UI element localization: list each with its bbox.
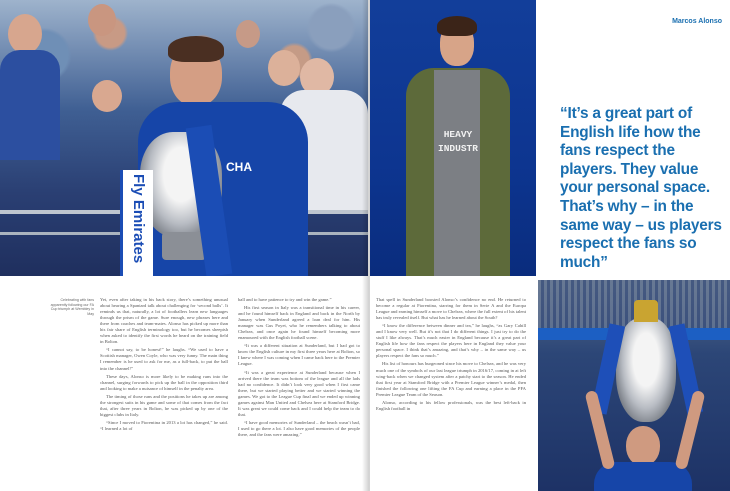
arm-right: [675, 390, 706, 471]
jersey-sponsor: CHA: [226, 160, 252, 174]
premier-league-trophy: [616, 318, 676, 422]
crowd-fan-5: [236, 20, 260, 48]
portrait-hair: [437, 16, 477, 36]
trophy-lift-photo: [538, 280, 730, 491]
col3-paragraph: “I know the difference between dinner and tea,” he laughs, “as Gary Cahill and I know very well. But it’s not that I do different things. I just try to do the stuff I like always. That’s much easier in England because it’s a great part of English life how the fans respect the players here in England they value your personal space. I think that’s amazing, and that’s why – in the same way – us players respect the fans so much.”: [376, 323, 526, 359]
col3-paragraph: That spell in Sunderland boosted Alonso’s confidence no end. He returned to become a regular at Fiorentina, starring for them in Serie A and the Europa League and earning himself a move to Chelsea, where the full extent of his talent has truly revealed itself. But what has he learned about the South?: [376, 297, 526, 321]
portrait-tshirt: [434, 70, 480, 276]
header-player-name: Marcos Alonso: [672, 18, 722, 25]
player-hair: [168, 36, 224, 62]
crowd-body-left: [0, 50, 60, 160]
trophy-crown: [634, 300, 658, 322]
col1-paragraph: “Since I moved to Fiorentina in 2013 a lot has changed,” he said. “I learned a lot of: [100, 419, 228, 431]
article-column-3: [376, 297, 526, 491]
fly-emirates-banner: [120, 170, 153, 276]
crowd-fan-3: [268, 50, 300, 86]
col2-paragraph: ball and to have patience to try and win the game.”: [238, 297, 332, 302]
col3-paragraph: Alonso, according to his fellow professionals, was the best left-back in English football in: [376, 399, 526, 411]
trophy-base: [162, 232, 206, 260]
tshirt-print: HEAVY INDUSTR: [438, 129, 478, 154]
article-column-2: [238, 297, 360, 491]
col2-paragraph: “It was a different situation at Sunderland, but I had got to know the English culture in my first three years here at Bolton, so I knew where I was coming when I came back here to the Premier League.: [238, 343, 360, 367]
col2-paragraph: “I have good memories of Sunderland – the beach wasn’t bad, I used to go there a lot. I also have good memories of the people there, and the fans were amazing.”: [238, 419, 360, 437]
col1-paragraph: The timing of those runs and the positions he takes up are among the strongest suits in his game and some of that comes from the fact that, after three years in Bolton, he was picked up by one of the biggest clubs in Italy.: [100, 393, 228, 417]
crowd-fan-2: [88, 4, 116, 36]
portrait-photo: [370, 0, 536, 276]
col2-paragraph: His first season in Italy was a transitional time in his career, and he found himself back in England and back in the North by January when Sunderland agreed a loan deal for him. His manager was Gus Poyet, who he remembers talking to about Chelsea, and once again he found himself becoming more enamoured with the English football scene.: [238, 305, 360, 341]
right-page: [370, 0, 730, 491]
photo-caption: Celebrating with fans apparently following our FA Cup triumph at Wembley in May: [50, 298, 94, 316]
celebration-photo: [0, 0, 368, 276]
col1-paragraph: These days, Alonso is more likely to be making runs into the channel, surging forwards to pick up the ball in the opposition third and looking to make a nuisance of himself in the penalty area.: [100, 373, 228, 391]
col1-paragraph: Yet, even after taking in his back story, there’s something unusual about hearing a Spaniard talk about challenging for ‘second balls’. It reminds us that, naturally, a lot of footballers learn new languages through the prism of the game. Sure enough, new phrases here and there from coaches and team-mates. Alonso has picked up more than his fair share of English terminology too, but he becomes sheepish when asked to identify the first words he heard on the training field in Bolton.: [100, 297, 228, 345]
pull-quote: “It’s a great part of English life how the fans respect the players. They value your personal space. That’s why – in the same way – us players respect the fans so much”: [560, 105, 722, 271]
banner-text: Fly Emirates: [130, 174, 147, 264]
col2-paragraph: “It was a great experience at Sunderland because when I arrived there the team was bottom of the league and all the lads had no confidence. It didn’t look very good when I first came there, but we started playing better and we started winning the games. We got to the League Cup final and we ended up winning games against Man United and Chelsea here at Stamford Bridge. It was great we could come back and I could help the team to do that.: [238, 369, 360, 417]
crowd-fan-1: [8, 14, 42, 54]
article-column-1: [100, 297, 228, 491]
col1-paragraph: “I cannot say, to be honest!” he laughs. “We used to have a Scottish manager, Owen Coyle, who was very funny. The main thing I remember is he used to ask for me, as a full-back, to put the ball into the channel!”: [100, 347, 228, 371]
lifting-player-head: [626, 426, 660, 466]
col3-paragraph: His list of honours has burgeoned since his move to Chelsea, and he was very much one of the symbols of our last league triumph in 2016/17, coming in at left wing-back when we changed system after a patchy start to the season. He ended that first year at Stamford Bridge with a Premier League winner’s medal, then finished the following one lifting the FA Cup and earning a place in the PFA Premier League Team of the Season.: [376, 361, 526, 397]
crowd-fan-6: [92, 80, 122, 112]
